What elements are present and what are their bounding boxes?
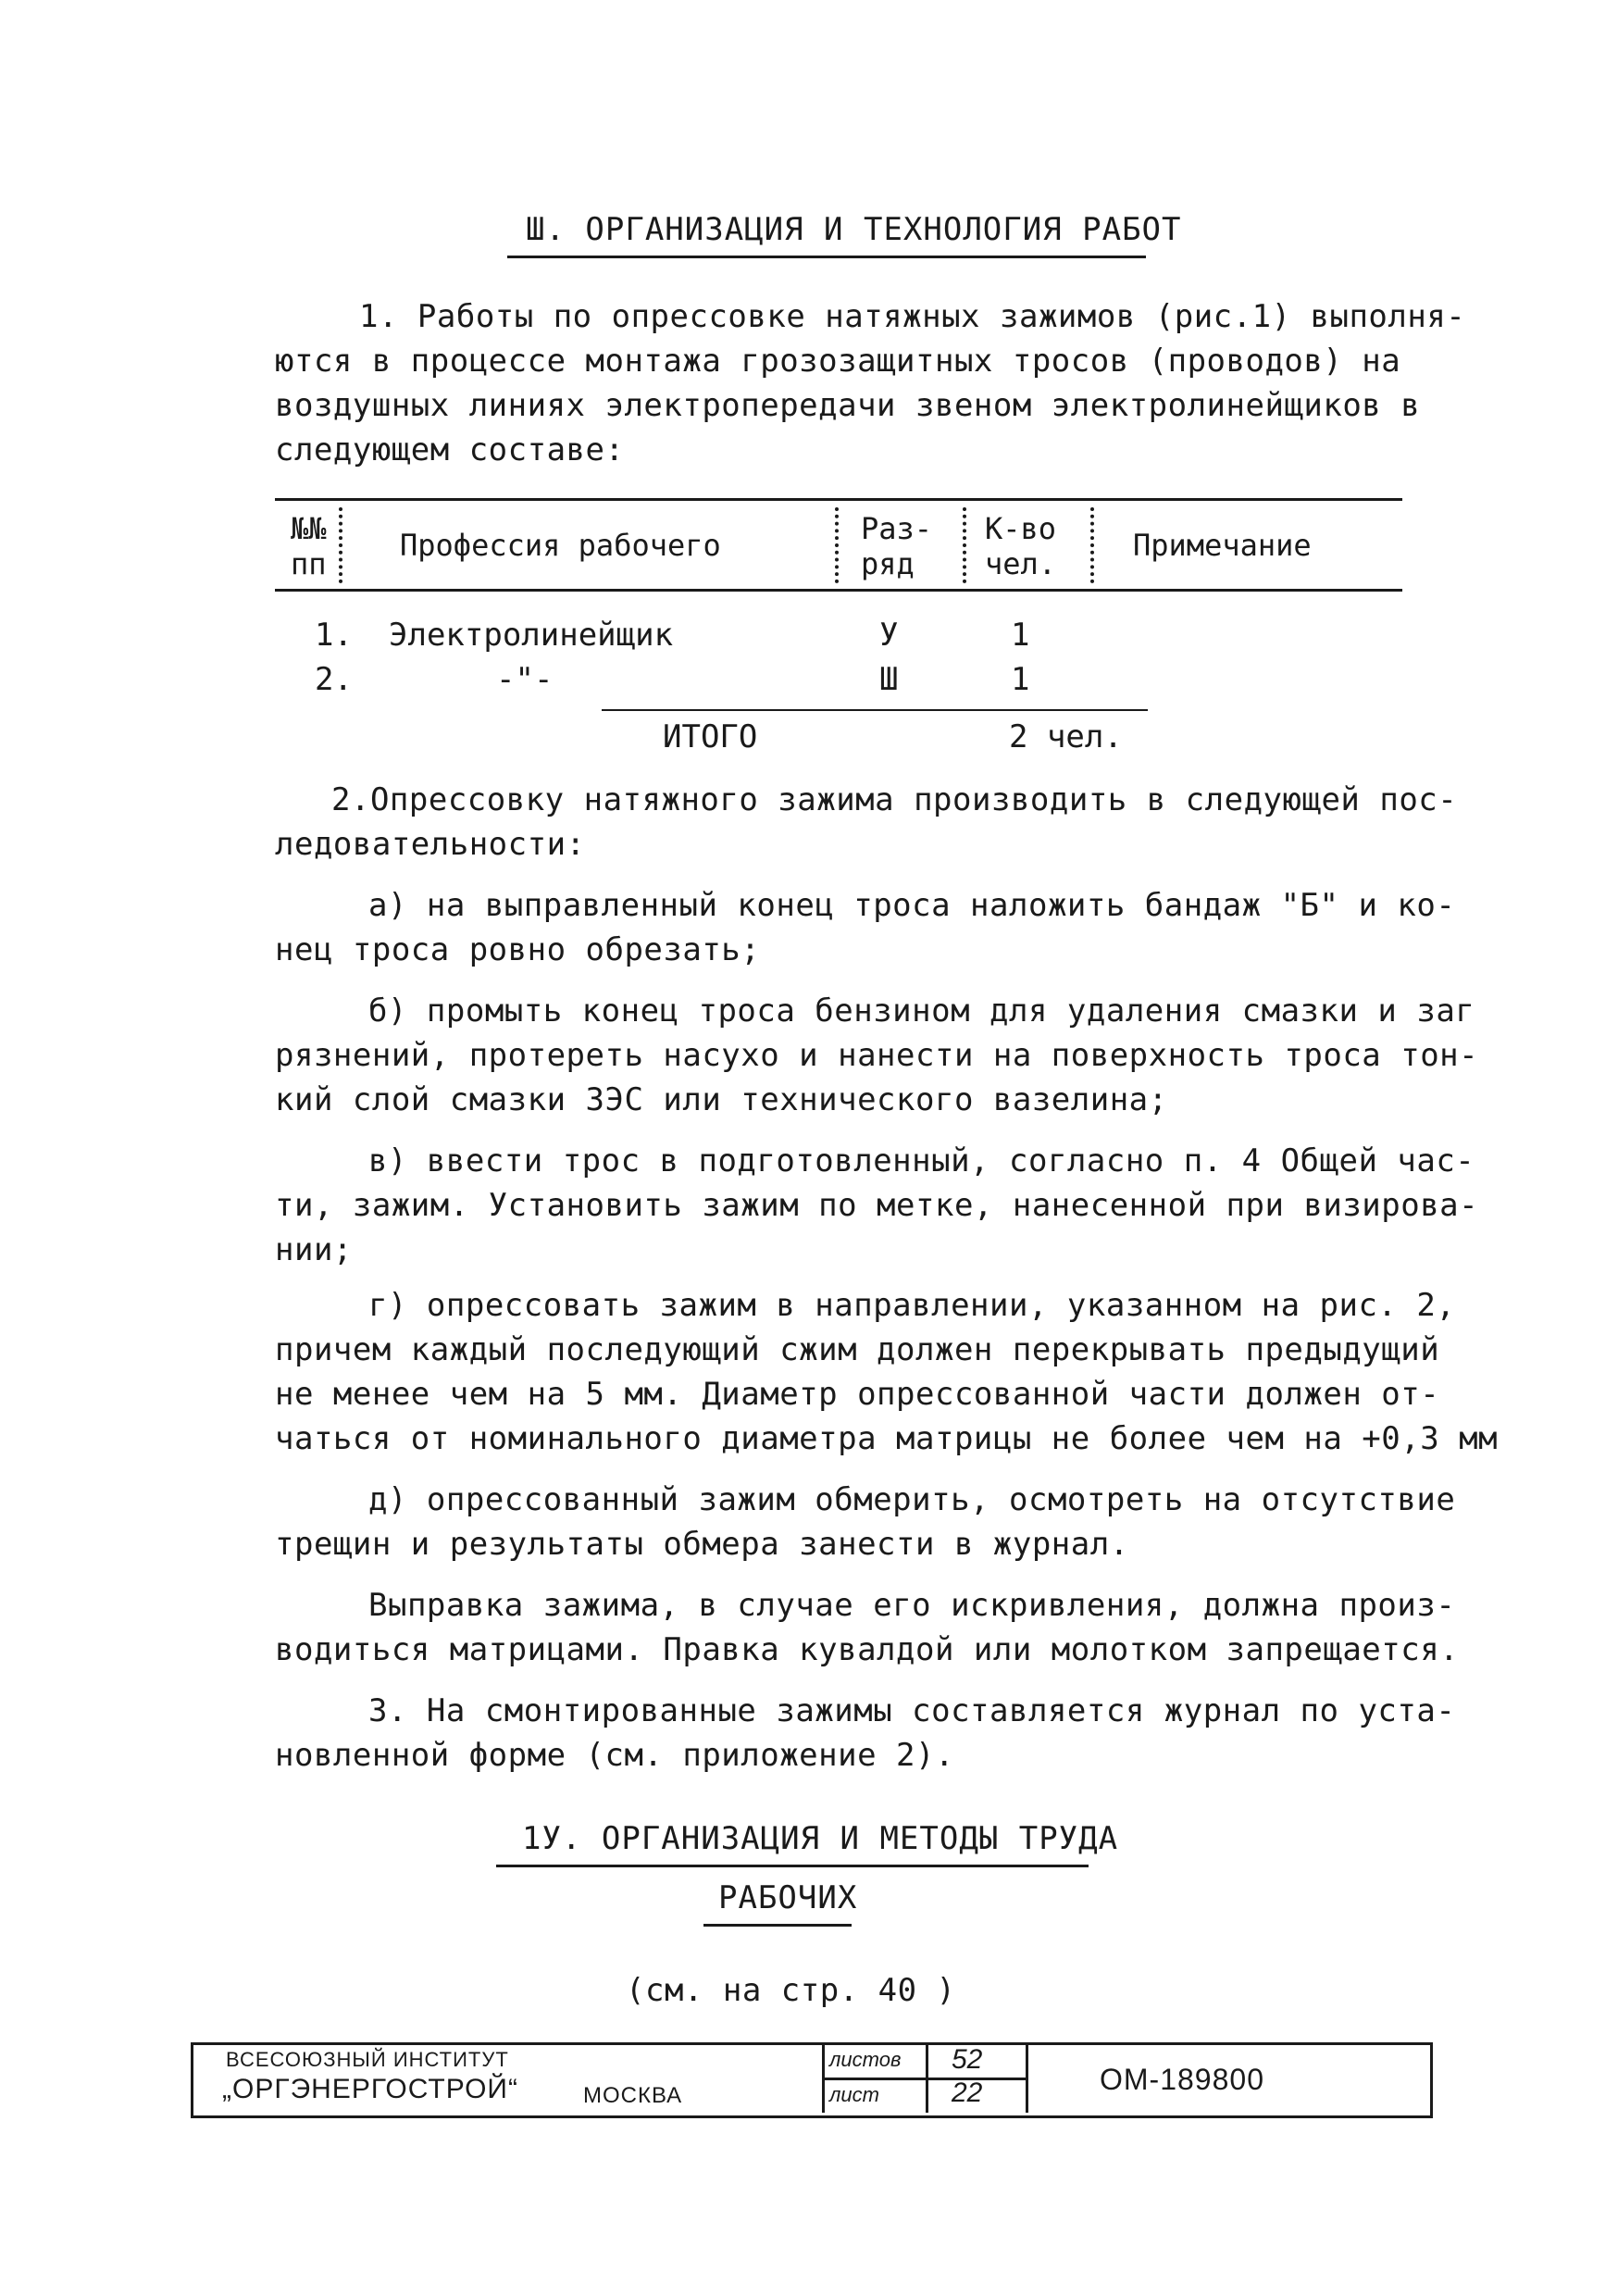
section-3-title: Ш. ОРГАНИЗАЦИЯ И ТЕХНОЛОГИЯ РАБОТ — [526, 211, 1182, 248]
section-4-title-line-1: 1У. ОРГАНИЗАЦИЯ И МЕТОДЫ ТРУДА — [522, 1820, 1119, 1857]
header-count-line-2: чел. — [985, 546, 1057, 581]
stamp-institute-line-1: ВСЕСОЮЗНЫЙ ИНСТИТУТ — [226, 2048, 509, 2071]
total-value: 2 чел. — [1009, 718, 1123, 755]
section-4-title-line-2-underline — [703, 1924, 852, 1927]
item-b-line-3: кий слой смазки ЗЭС или технического вазелина; — [275, 1081, 1168, 1118]
column-divider — [1090, 507, 1094, 583]
paragraph-3-line-2: новленной форме (см. приложение 2). — [275, 1737, 954, 1774]
paragraph-3-line-1: 3. На смонтированные зажимы составляется журнал по уста- — [368, 1692, 1456, 1729]
item-b-line-2: рязнений, протереть насухо и нанести на поверхность троса тон- — [275, 1037, 1479, 1074]
total-label: ИТОГО — [663, 718, 758, 755]
header-grade-line-1: Раз- — [861, 511, 933, 546]
row-2-profession: -"- — [496, 661, 554, 698]
row-2-count: 1 — [1011, 661, 1030, 698]
paragraph-1-line-2: ются в процессе монтажа грозозащитных тросов (проводов) на — [275, 343, 1401, 380]
header-note: Примечание — [1133, 528, 1312, 563]
table-header-rule — [275, 589, 1402, 592]
item-d-line-1: д) опрессованный зажим обмерить, осмотреть на отсутствие — [368, 1481, 1456, 1518]
straightening-line-2: водиться матрицами. Правка кувалдой или молотком запрещается. — [275, 1631, 1460, 1668]
row-1-number: 1. — [315, 617, 353, 654]
header-number-line-2: пп — [291, 546, 327, 581]
row-2-number: 2. — [315, 661, 353, 698]
stamp-row-divider — [822, 2078, 1027, 2080]
stamp-sheets-value: 52 — [952, 2044, 983, 2075]
item-g-line-4: чаться от номинального диаметра матрицы не более чем на +0,3 мм — [275, 1420, 1499, 1457]
total-rule — [602, 709, 1148, 711]
item-b-line-1: б) промыть конец троса бензином для удаления смазки и заг — [368, 992, 1475, 1029]
item-g-line-1: г) опрессовать зажим в направлении, указанном на рис. 2, — [368, 1287, 1456, 1324]
stamp-document-code: ОМ-189800 — [1100, 2063, 1264, 2096]
table-top-rule — [275, 498, 1402, 501]
stamp-institute-line-2: „ОРГЭНЕРГОСТРОЙ“ — [222, 2074, 518, 2104]
item-a-line-1: а) на выправленный конец троса наложить бандаж "Б" и ко- — [368, 887, 1456, 924]
row-1-count: 1 — [1011, 617, 1030, 654]
stamp-sheets-label: листов — [829, 2048, 902, 2071]
column-divider — [339, 507, 342, 583]
paragraph-2-line-1: 2.Опрессовку натяжного зажима производить в следующей пос- — [331, 781, 1458, 818]
item-d-line-2: трещин и результаты обмера занести в журнал. — [275, 1526, 1129, 1563]
stamp-sheet-value: 22 — [952, 2078, 983, 2108]
header-number-line-1: №№ — [291, 511, 327, 546]
paragraph-1-line-3: воздушных линиях электропередачи звеном электролинейщиков в — [275, 387, 1421, 424]
header-count-line-1: К-во — [985, 511, 1057, 546]
column-divider — [963, 507, 966, 583]
paragraph-1-line-1: 1. Работы по опрессовке натяжных зажимов (рис.1) выполня- — [359, 298, 1466, 335]
stamp-city: МОСКВА — [583, 2083, 683, 2108]
section-4-page-reference: (см. на стр. 40 ) — [626, 1972, 956, 2009]
item-v-line-2: ти, зажим. Установить зажим по метке, нанесенной при визирова- — [275, 1187, 1479, 1224]
section-4-title-underline — [496, 1865, 1089, 1867]
row-1-profession: Электролинейщик — [389, 617, 674, 654]
column-divider — [835, 507, 839, 583]
header-grade-line-2: ряд — [861, 546, 915, 581]
row-2-grade: Ш — [879, 661, 899, 698]
paragraph-1-line-4: следующем составе: — [275, 431, 625, 468]
section-4-title-line-2: РАБОЧИХ — [718, 1879, 858, 1916]
row-1-grade: У — [879, 617, 899, 654]
item-a-line-2: нец троса ровно обрезать; — [275, 931, 761, 968]
item-v-line-1: в) ввести трос в подготовленный, согласно п. 4 Общей час- — [368, 1142, 1475, 1179]
header-profession: Профессия рабочего — [400, 528, 721, 563]
item-v-line-3: нии; — [275, 1231, 353, 1268]
item-g-line-3: не менее чем на 5 мм. Диаметр опрессованной части должен от- — [275, 1376, 1440, 1413]
paragraph-2-line-2: ледовательности: — [275, 826, 586, 863]
section-3-title-underline — [507, 256, 1146, 258]
item-g-line-2: причем каждый последующий сжим должен перекрывать предыдущий — [275, 1331, 1440, 1368]
straightening-line-1: Выправка зажима, в случае его искривления, должна произ- — [368, 1587, 1456, 1624]
stamp-sheet-label: лист — [829, 2083, 879, 2106]
